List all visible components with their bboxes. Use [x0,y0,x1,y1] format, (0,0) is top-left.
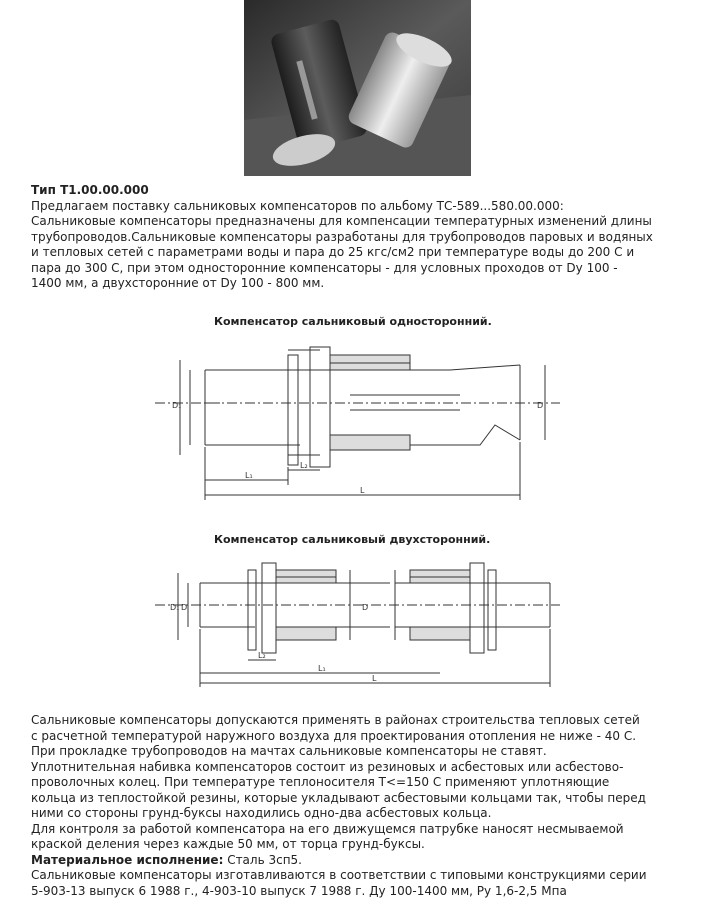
body-line: с расчетной температурой наружного воздуха для проектирования отопления не ниже - 40 С. [31,728,637,743]
intro-line: и тепловых сетей с параметрами воды и пара до 25 кгс/см2 при температуре воды до 200 С и [31,245,635,259]
final-line: 5-903-13 выпуск 6 1988 г., 4-903-10 выпуск 7 1988 г. Ду 100-1400 мм, Ру 1,6-2,5 Мпа [31,883,567,898]
body-line: Уплотнительная набивка компенсаторов состоит из резиновых и асбестовых или асбестово- [31,759,624,774]
drawing2-label-l1: L₁ [318,664,326,673]
drawing1-title: Компенсатор сальниковый односторонний. [214,315,492,328]
material-line [31,853,691,869]
drawing2-label-d: D [181,603,188,612]
body-section [31,713,691,899]
drawing2-label-dd: D [362,603,369,612]
body-line: проволочных колец. При температуре теплоносителя Т<=150 С применяют уплотняющие [31,775,610,789]
intro-line: Предлагаем поставку сальниковых компенсаторов по альбому ТС-589...580.00.000: [31,198,564,213]
material-label: Материальное исполнение: [31,852,224,867]
drawing2-label-l: L [372,674,377,683]
drawing2-label-d1: D₁ [170,603,180,612]
body-line: ними со стороны грунд-буксы находились одно-два асбестовых кольца. [31,806,492,820]
material-value: Сталь 3сп5. [223,852,302,867]
body-line: краской деления через каждые 50 мм, от торца грунд-буксы. [31,837,425,851]
intro-line: пара до 300 С, при этом односторонние компенсаторы - для условных проходов от Dy 100 - [31,260,618,275]
drawing1-label-l1: L₁ [245,471,253,480]
intro-line: трубопроводов.Сальниковые компенсаторы разработаны для трубопроводов паровых и водяных [31,229,653,244]
compensator-photo-icon [244,0,471,176]
final-line: Сальниковые компенсаторы изготавливаются в соответствии с типовыми конструкциями серии [31,868,647,882]
drawing1-label-d: D [537,401,544,410]
drawing1-single-sided-compensator [150,335,570,510]
intro-line: Сальниковые компенсаторы предназначены для компенсации температурных изменений длины [31,214,652,228]
drawing1-label-l: L [360,486,365,495]
intro-line: 1400 мм, а двухсторонние от Dy 100 - 800 мм. [31,276,325,290]
intro-section [31,183,691,292]
drawing2-double-sided-compensator [150,555,570,695]
body-line: Сальниковые компенсаторы допускаются применять в районах строительства тепловых сетей [31,713,640,727]
type-title: Тип Т1.00.00.000 [31,183,149,197]
drawing1-label-l2: L₂ [300,461,308,470]
body-line: При прокладке трубопроводов на мачтах сальниковые компенсаторы не ставят. [31,744,547,758]
body-line: Для контроля за работой компенсатора на его движущемся патрубке наносят несмываемой [31,821,624,836]
drawing1-label-d1: D₁ [172,401,182,410]
drawing2-title: Компенсатор сальниковый двухсторонний. [214,533,491,546]
drawing2-label-l2: L₂ [258,651,266,660]
compensator-photo [244,0,471,176]
body-line: кольца из теплостойкой резины, которые укладывают асбестовыми кольцами так, чтобы перед [31,790,646,805]
